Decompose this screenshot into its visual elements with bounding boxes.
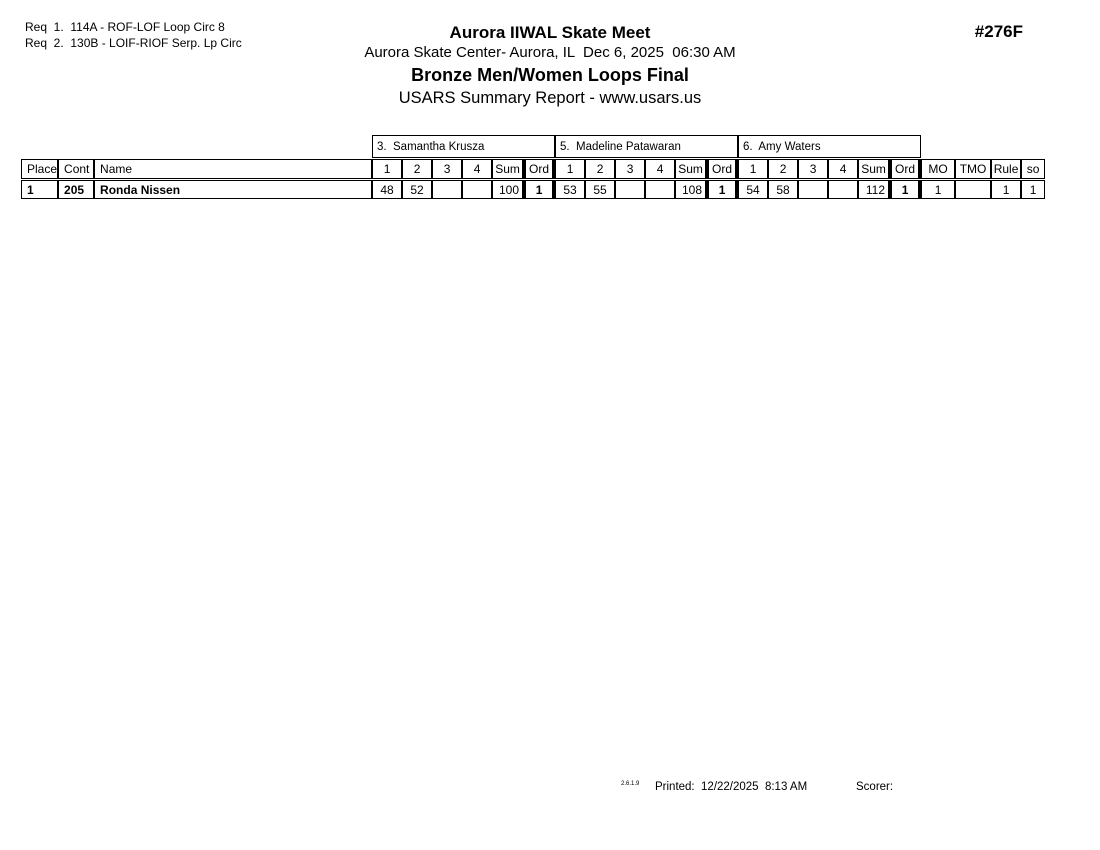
cell-j2-ord: 1 [706,180,738,199]
col-header-tmo: TMO [955,159,991,179]
judge-row-spacer-left [21,135,372,158]
report-title: USARS Summary Report - www.usars.us [398,89,702,107]
col-header-j2-3: 3 [615,159,645,179]
results-table [21,134,1045,200]
judge-row-spacer-right [921,135,1045,158]
requirement-line-1: Req 1. 114A - ROF-LOF Loop Circ 8 [25,20,225,34]
cell-tmo [955,180,991,199]
judge-header-3: 6. Amy Waters [738,135,921,158]
col-header-cont: Cont [58,159,94,179]
result-row [21,180,1045,199]
col-header-j2-sum: Sum [675,159,706,179]
col-header-j2-1: 1 [555,159,585,179]
scorer-label: Scorer: [856,781,894,793]
cell-j1-score1: 48 [372,180,402,199]
col-header-j3-3: 3 [798,159,828,179]
cell-j3-score2: 58 [768,180,798,199]
cell-j1-ord: 1 [523,180,555,199]
col-header-j1-ord: Ord [523,159,555,179]
col-header-j1-2: 2 [402,159,432,179]
cell-j2-score2: 55 [585,180,615,199]
printed-timestamp: Printed: 12/22/2025 8:13 AM [655,781,808,793]
col-header-j1-3: 3 [432,159,462,179]
cell-j3-ord: 1 [889,180,921,199]
cell-j1-score3 [432,180,462,199]
meet-title: Aurora IIWAL Skate Meet [449,23,651,42]
cell-mo: 1 [921,180,955,199]
cell-j2-sum: 108 [675,180,706,199]
cell-j1-score2: 52 [402,180,432,199]
col-header-j3-1: 1 [738,159,768,179]
col-header-j3-ord: Ord [889,159,921,179]
col-header-j2-2: 2 [585,159,615,179]
cell-j3-sum: 112 [858,180,889,199]
col-header-place: Place [21,159,58,179]
cell-j2-score3 [615,180,645,199]
cell-j1-sum: 100 [492,180,523,199]
cell-j2-score1: 53 [555,180,585,199]
cell-name: Ronda Nissen [94,180,372,199]
cell-cont: 205 [58,180,94,199]
col-header-j2-4: 4 [645,159,675,179]
cell-j3-score3 [798,180,828,199]
cell-j3-score1: 54 [738,180,768,199]
version-text: 2.6.1.9 [621,781,640,787]
col-header-j3-4: 4 [828,159,858,179]
col-header-j1-4: 4 [462,159,492,179]
cell-place: 1 [21,180,58,199]
cell-j1-score4 [462,180,492,199]
col-header-j1-1: 1 [372,159,402,179]
event-title: Bronze Men/Women Loops Final [411,65,689,85]
venue-date-line: Aurora Skate Center- Aurora, IL Dec 6, 2025 06:30 AM [364,44,736,61]
column-header-row [21,159,1045,179]
judge-name-row [21,135,1045,158]
col-header-j3-2: 2 [768,159,798,179]
judge-header-2: 5. Madeline Patawaran [555,135,738,158]
heat-number: #276F [974,22,1023,41]
report-header [0,22,1100,110]
col-header-j2-ord: Ord [706,159,738,179]
cell-so: 1 [1021,180,1045,199]
cell-rule: 1 [991,180,1021,199]
judge-header-1: 3. Samantha Krusza [372,135,555,158]
requirement-line-2: Req 2. 130B - LOIF-RIOF Serp. Lp Circ [25,36,242,50]
cell-j2-score4 [645,180,675,199]
col-header-so: so [1021,159,1045,179]
col-header-name: Name [94,159,372,179]
col-header-rule: Rule [991,159,1021,179]
col-header-mo: MO [921,159,955,179]
cell-j3-score4 [828,180,858,199]
col-header-j1-sum: Sum [492,159,523,179]
col-header-j3-sum: Sum [858,159,889,179]
